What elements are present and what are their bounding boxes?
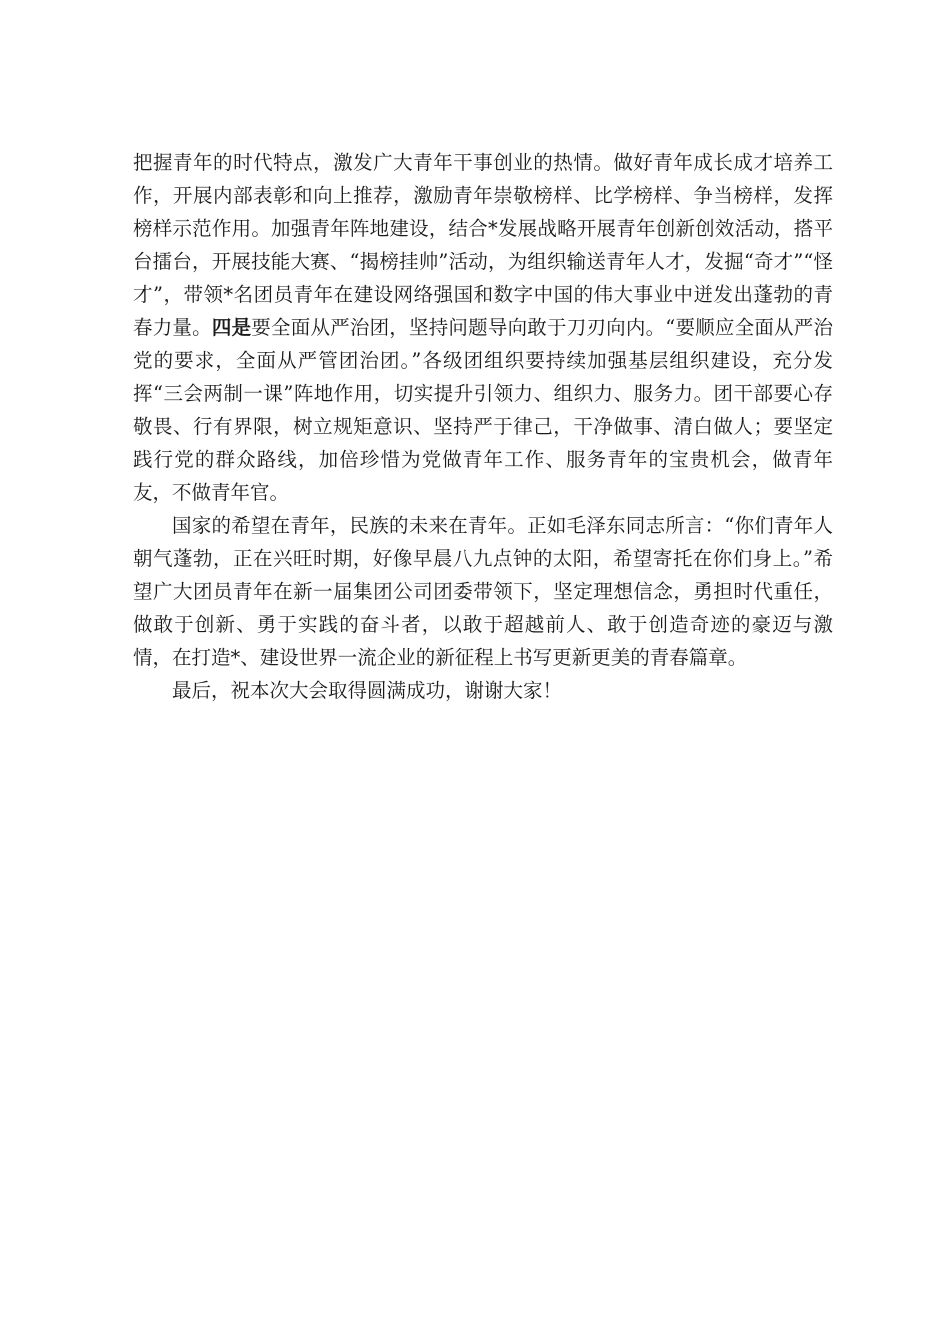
paragraph-hope: 国家的希望在青年，民族的未来在青年。正如毛泽东同志所言：“你们青年人朝气蓬勃，正在兴旺时期，好像早晨八九点钟的太阳，希望寄托在你们身上。”希望广大团员青年在新一届集团公司团委带领下，坚定理想信念，勇担时代重任，做敢于创新、勇于实践的奋斗者，以敢于超越前人、敢于创造奇迹的豪迈与激情，在打造*、建设世界一流企业的新征程上书写更新更美的青春篇章。 (133, 514, 833, 669)
paragraph-text: 要全面从严治团，坚持问题导向敢于刀刃向内。“要顺应全面从严治党的要求，全面从严管团治团。”各级团组织要持续加强基层组织建设，充分发挥“三会两制一课”阵地作用，切实提升引领力、组织力、服务力。团干部要心存敬畏、行有界限，树立规矩意识、坚持严于律己，干净做事、清白做人；要坚定践行党的群众路线，加倍珍惜为党做青年工作、服务青年的宝贵机会，做青年友，不做青年官。 (133, 316, 833, 504)
document-body (133, 146, 833, 707)
paragraph-youth-work (133, 146, 833, 509)
paragraph-text: 把握青年的时代特点，激发广大青年干事创业的热情。做好青年成长成才培养工作，开展内部表彰和向上推荐，激励青年崇敬榜样、比学榜样、争当榜样，发挥榜样示范作用。加强青年阵地建设，结合*发展战略开展青年创新创效活动，搭平台擂台，开展技能大赛、“揭榜挂帅”活动，为组织输送青年人才，发掘“奇才”“怪才”，带领*名团员青年在建设网络强国和数字中国的伟大事业中迸发出蓬勃的青春力量。 (133, 151, 833, 339)
bold-label-fourth: 四是 (211, 316, 252, 339)
paragraph-closing: 最后，祝本次大会取得圆满成功，谢谢大家！ (172, 679, 563, 702)
